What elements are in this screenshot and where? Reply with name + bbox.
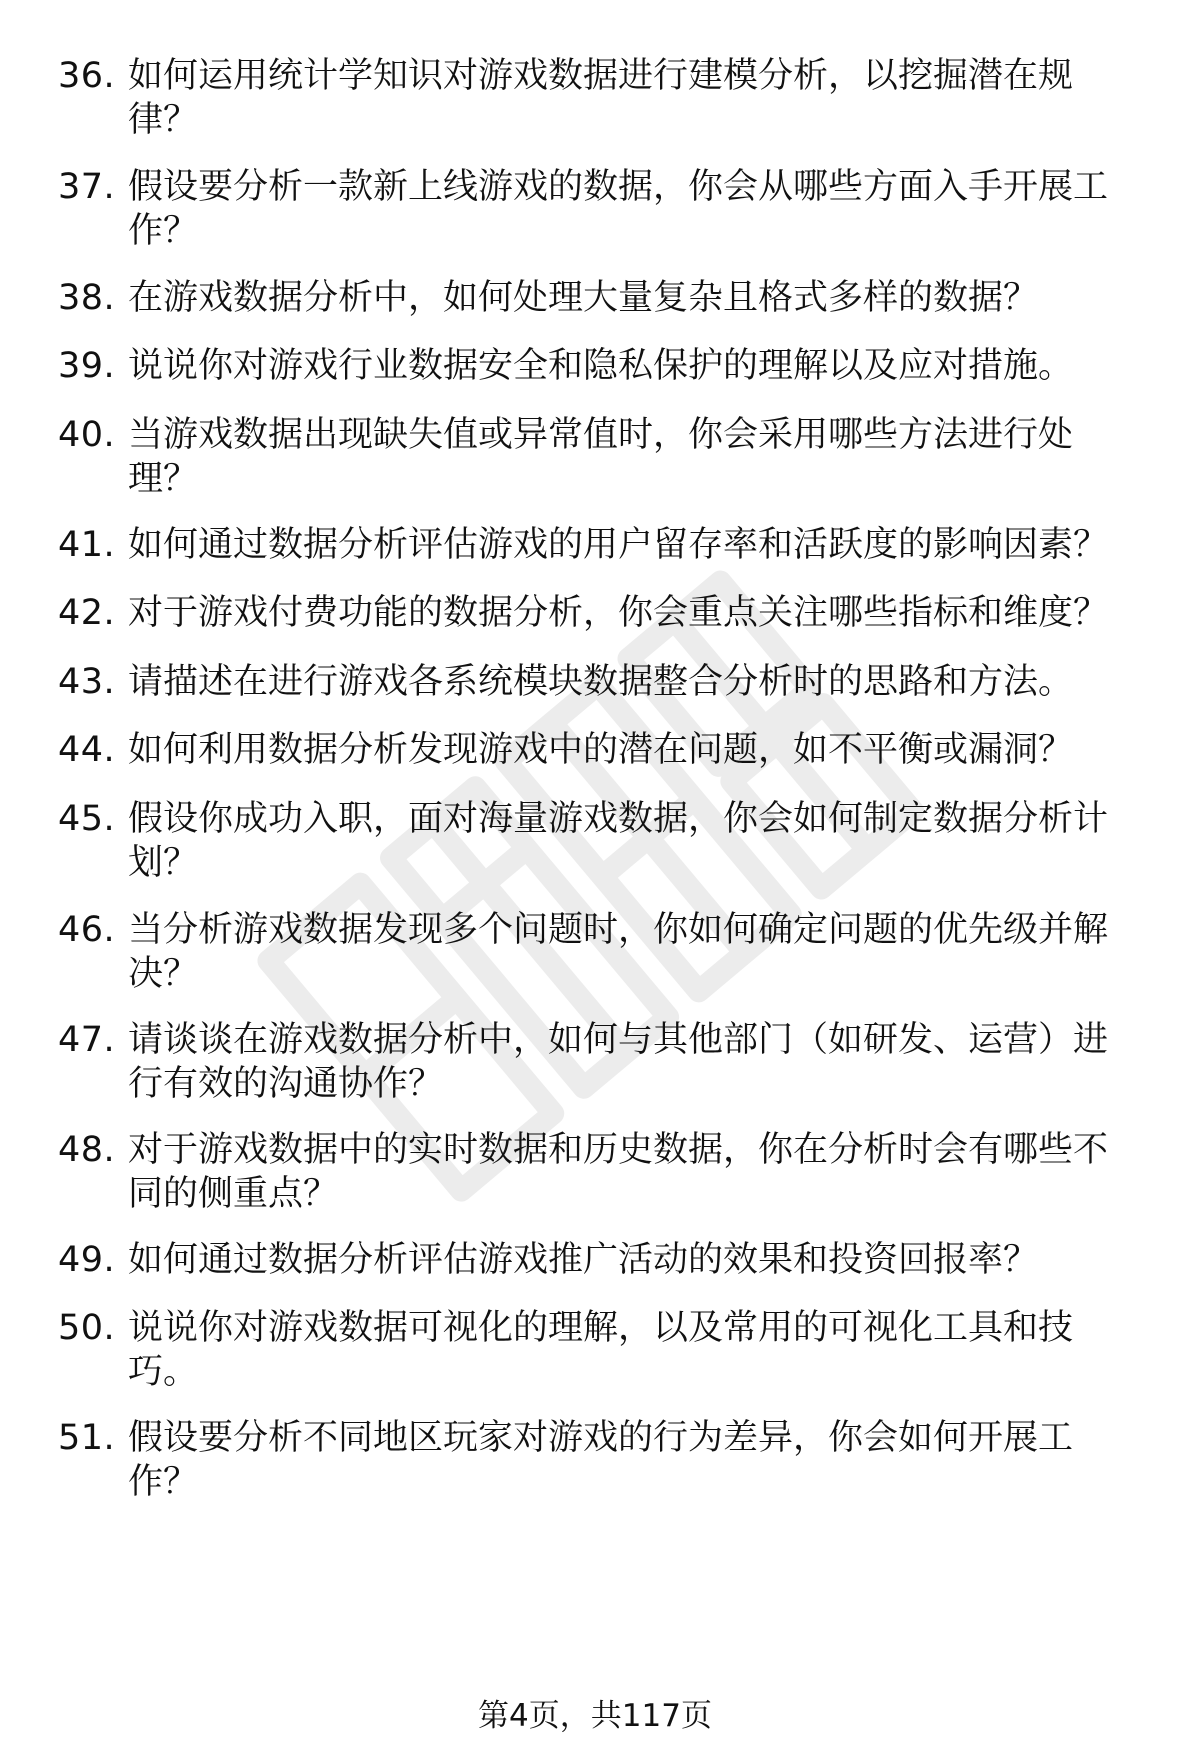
page-footer [0,1696,1190,1736]
question-text: 对于游戏数据中的实时数据和历史数据，你在分析时会有哪些不 同的侧重点？ [128,1130,1109,1214]
question-number: 41. [58,525,116,565]
question-number: 40. [58,415,116,455]
question-text: 假设你成功入职，面对海量游戏数据，你会如何制定数据分析计 划？ [128,799,1109,883]
question-number: 43. [58,662,116,702]
question-number: 37. [58,167,116,207]
question-number: 49. [58,1240,116,1280]
question-number: 50. [58,1308,116,1348]
question-number: 51. [58,1418,116,1458]
question-text: 假设要分析不同地区玩家对游戏的行为差异，你会如何开展工 作？ [128,1418,1074,1502]
question-text: 如何利用数据分析发现游戏中的潜在问题，如不平衡或漏洞？ [128,730,1074,770]
question-text: 在游戏数据分析中，如何处理大量复杂且格式多样的数据？ [128,278,1039,318]
question-number: 47. [58,1020,116,1060]
question-text: 说说你对游戏数据可视化的理解，以及常用的可视化工具和技 巧。 [128,1308,1074,1392]
page-number-label: 第4页，共117页 [478,1698,712,1734]
question-text: 请描述在进行游戏各系统模块数据整合分析时的思路和方法。 [128,662,1074,702]
question-text: 请谈谈在游戏数据分析中，如何与其他部门（如研发、运营）进 行有效的沟通协作？ [128,1020,1109,1104]
question-text: 假设要分析一款新上线游戏的数据，你会从哪些方面入手开展工 作？ [128,167,1109,251]
question-text: 如何通过数据分析评估游戏的用户留存率和活跃度的影响因素？ [128,525,1109,565]
question-text: 如何运用统计学知识对游戏数据进行建模分析，以挖掘潜在规 律？ [128,56,1074,140]
question-number: 39. [58,346,116,386]
question-number: 45. [58,799,116,839]
question-text: 对于游戏付费功能的数据分析，你会重点关注哪些指标和维度？ [128,593,1109,633]
question-number: 38. [58,278,116,318]
question-number: 46. [58,910,116,950]
question-text: 当游戏数据出现缺失值或异常值时，你会采用哪些方法进行处 理？ [128,415,1074,499]
question-number: 42. [58,593,116,633]
question-text: 说说你对游戏行业数据安全和隐私保护的理解以及应对措施。 [128,346,1074,386]
question-text: 如何通过数据分析评估游戏推广活动的效果和投资回报率？ [128,1240,1039,1280]
question-text: 当分析游戏数据发现多个问题时，你如何确定问题的优先级并解 决？ [128,910,1109,994]
question-number: 36. [58,56,116,96]
question-number: 48. [58,1130,116,1170]
question-number: 44. [58,730,116,770]
